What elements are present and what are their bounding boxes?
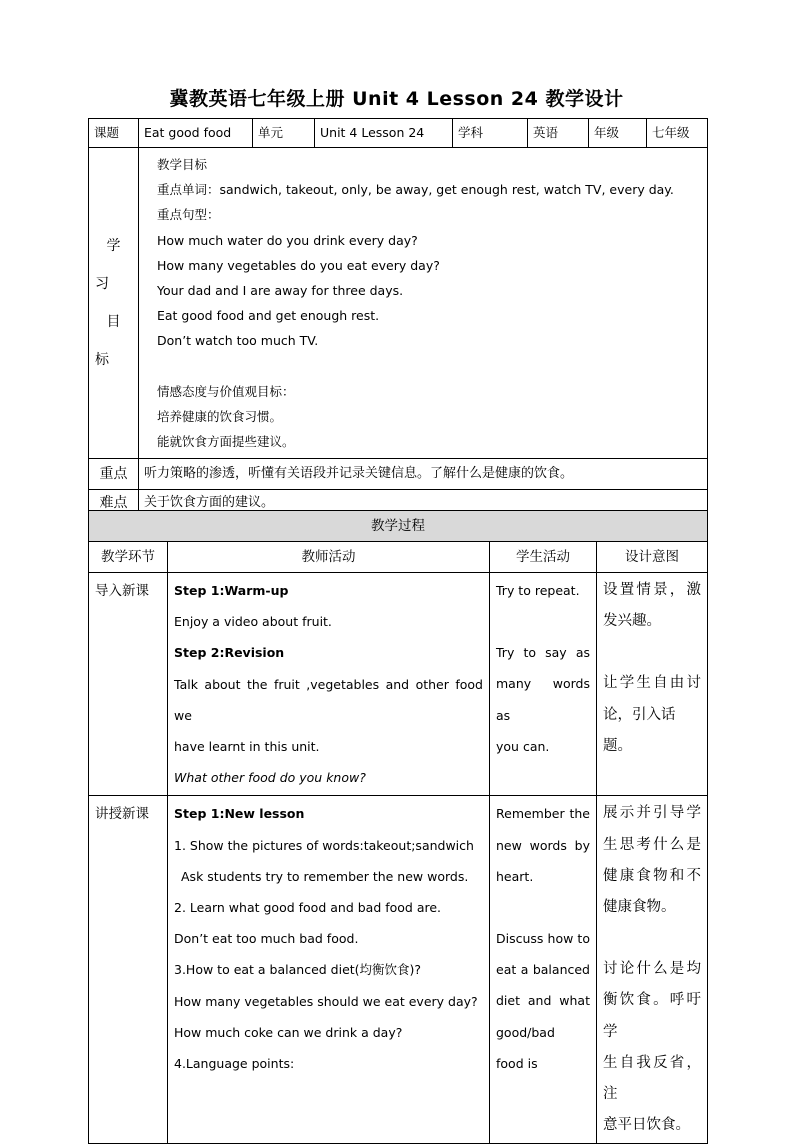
design-line: 让学生自由讨 (603, 675, 701, 692)
objective-line: How many vegetables do you eat every day? (157, 257, 440, 273)
stage-cell: 讲授新课 (89, 796, 168, 1144)
objectives-content (139, 148, 708, 459)
design-intent-cell (597, 573, 708, 796)
student-line: diet and what (496, 993, 590, 1009)
design-intent-cell (597, 796, 708, 1144)
teacher-line: 1. Show the pictures of words:takeout;sandwich (174, 837, 474, 853)
teacher-line: Ask students try to remember the new words. (181, 868, 469, 884)
step-heading: Step 1:Warm-up (174, 583, 289, 598)
design-line: 论，引入话题。 (603, 706, 676, 754)
header-design: 设计意图 (597, 542, 708, 573)
teacher-line: 3.How to eat a balanced diet(均衡饮食)? (174, 962, 422, 978)
student-line: you can. (496, 738, 550, 754)
topic-label: 课题 (89, 119, 139, 148)
subject-value: 英语 (528, 119, 589, 148)
teaching-process-table (88, 510, 708, 1144)
unit-label: 单元 (253, 119, 315, 148)
header-student: 学生活动 (490, 542, 597, 573)
teacher-line: Talk about the fruit ,vegetables and other food we (174, 676, 483, 723)
student-line: new words by (496, 837, 590, 853)
teacher-line: How many vegetables should we eat every day? (174, 993, 478, 1009)
objective-line: 重点单词：sandwich, takeout, only, be away, get enough rest, watch TV, every day. (157, 182, 674, 198)
teacher-line: Don’t eat too much bad food. (174, 931, 359, 947)
key-point-text: 听力策略的渗透，听懂有关语段并记录关键信息。了解什么是健康的饮食。 (139, 459, 708, 490)
process-row-new-lesson (89, 796, 708, 1144)
objective-line: Don’t watch too much TV. (157, 333, 319, 349)
student-activity-cell (490, 796, 597, 1144)
student-line: food is (496, 1055, 538, 1071)
header-teacher: 教师活动 (168, 542, 490, 573)
objectives-label-char: 目 (106, 314, 121, 331)
step-heading: Step 1:New lesson (174, 806, 305, 822)
teacher-line: How much coke can we drink a day? (174, 1024, 403, 1040)
student-line: Try to repeat. (496, 583, 580, 598)
subject-label: 学科 (453, 119, 528, 148)
design-line: 讨论什么是均 (603, 961, 701, 978)
header-stage: 教学环节 (89, 542, 168, 573)
design-line: 健康食物和不 (603, 867, 701, 884)
objectives-label-char: 学 (106, 238, 121, 255)
design-line: 生自我反省，注 (603, 1054, 701, 1103)
process-row-intro (89, 573, 708, 796)
objective-line: 培养健康的饮食习惯。 (157, 408, 283, 424)
difficult-point-label: 难点 (89, 490, 139, 517)
student-activity-cell (490, 573, 597, 796)
design-line: 健康食物。 (603, 899, 676, 916)
info-row (89, 119, 708, 148)
student-line: Try to say as (496, 645, 590, 661)
teacher-line: 4.Language points: (174, 1056, 295, 1072)
process-band: 教学过程 (89, 511, 708, 542)
step-heading: Step 2:Revision (174, 645, 285, 661)
objective-line: How much water do you drink every day? (157, 232, 418, 248)
design-line: 发兴趣。 (603, 613, 661, 630)
design-line: 衡饮食。呼吁学 (603, 992, 701, 1040)
objective-line (157, 354, 707, 379)
design-line: 生思考什么是 (603, 836, 701, 853)
process-band-row (89, 511, 708, 542)
student-line: Discuss how to (496, 931, 590, 947)
design-line: 设置情景，激 (603, 582, 701, 598)
objective-line: 教学目标 (157, 157, 208, 172)
objectives-label (89, 148, 139, 459)
student-line: eat a balanced (496, 962, 590, 978)
teacher-activity-cell (168, 573, 490, 796)
objective-line: 重点句型： (157, 207, 220, 223)
teacher-activity-cell (168, 796, 490, 1144)
lesson-info-table (88, 118, 708, 517)
student-line: good/bad (496, 1024, 555, 1040)
topic-value: Eat good food (139, 119, 253, 148)
difficult-point-text: 关于饮食方面的建议。 (139, 490, 708, 517)
objectives-label-char: 习 (95, 276, 109, 293)
teacher-line: Enjoy a video about fruit. (174, 614, 332, 630)
student-line: heart. (496, 868, 534, 884)
unit-value: Unit 4 Lesson 24 (315, 119, 453, 148)
objectives-row (89, 148, 708, 459)
objective-line: Eat good food and get enough rest. (157, 308, 380, 324)
stage-cell: 导入新课 (89, 573, 168, 796)
design-line: 意平日饮食。 (603, 1117, 690, 1134)
key-point-label: 重点 (89, 459, 139, 490)
objective-line: 情感态度与价值观目标： (157, 383, 295, 399)
objective-line: Your dad and I are away for three days. (157, 283, 404, 299)
grade-value: 七年级 (647, 119, 708, 148)
teacher-line: 2. Learn what good food and bad food are. (174, 900, 442, 916)
teacher-line: have learnt in this unit. (174, 739, 320, 755)
grade-label: 年级 (589, 119, 647, 148)
teacher-question: What other food do you know? (174, 770, 366, 786)
key-point-row (89, 459, 708, 490)
objective-line: 能就饮食方面提些建议。 (157, 434, 295, 450)
document-title: 冀教英语七年级上册 Unit 4 Lesson 24 教学设计 (169, 88, 624, 110)
objectives-label-char: 标 (95, 352, 109, 369)
student-line: many words as (496, 676, 590, 723)
student-line: Remember the (496, 806, 590, 822)
process-header-row (89, 542, 708, 573)
design-line: 展示并引导学 (603, 805, 701, 822)
